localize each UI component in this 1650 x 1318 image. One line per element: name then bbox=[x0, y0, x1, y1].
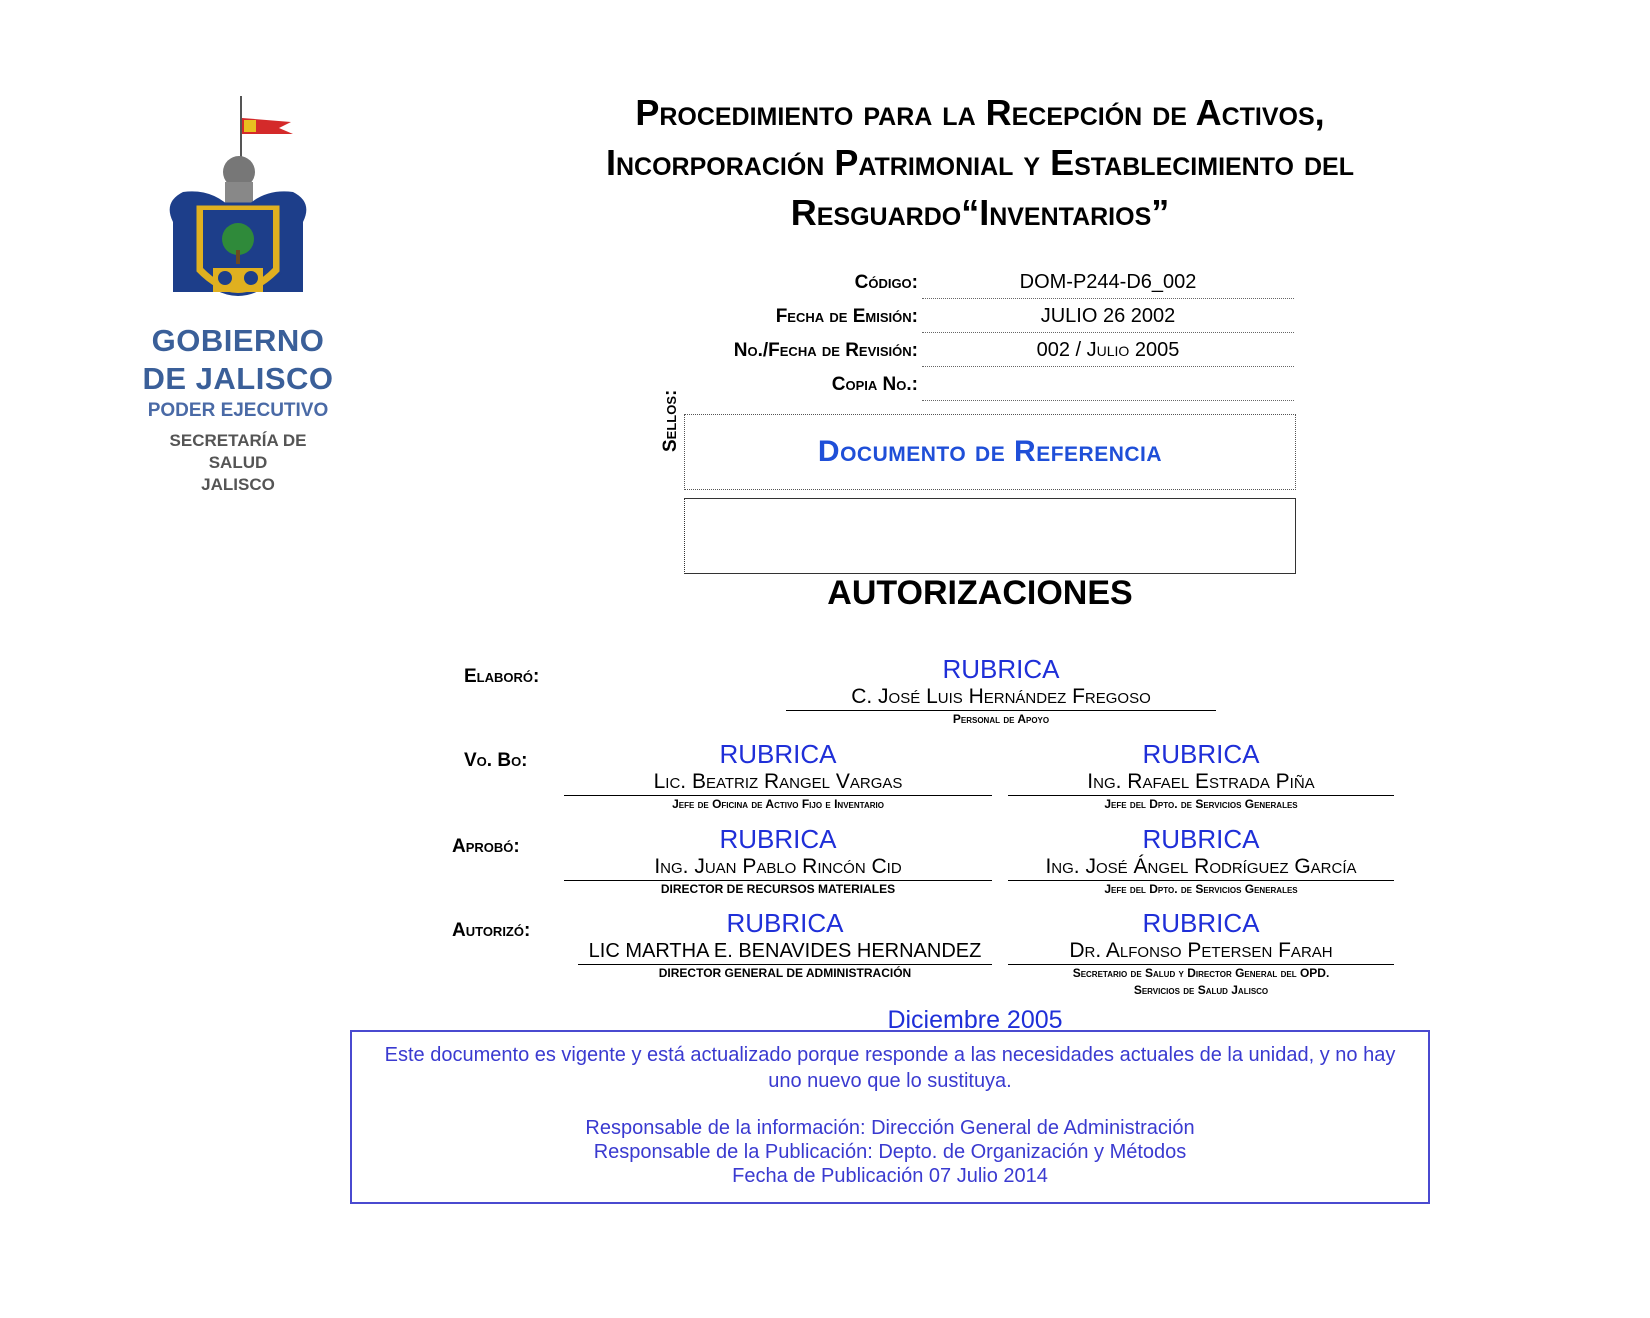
elaboro-name: C. José Luis Hernández Fregoso bbox=[786, 684, 1216, 711]
vobo-label: Vo. Bo: bbox=[464, 750, 528, 771]
title-line-1: Procedimiento para la Recepción de Activos, bbox=[635, 92, 1325, 133]
fecha-publicacion: Fecha de Publicación 07 Julio 2014 bbox=[732, 1165, 1048, 1187]
autorizo-right-role-2: Servicios de Salud Jalisco bbox=[1133, 983, 1269, 997]
jalisco-government-logo bbox=[138, 92, 338, 532]
vobo-right-signature bbox=[1008, 739, 1394, 813]
logo-text-gobierno: GOBIERNO bbox=[151, 323, 325, 358]
autorizo-right-rubrica: RUBRICA bbox=[1142, 908, 1260, 938]
document-date: Diciembre 2005 bbox=[887, 1006, 1063, 1034]
revision-row bbox=[620, 334, 1300, 368]
autorizaciones-heading: AUTORIZACIONES bbox=[827, 574, 1133, 612]
copia-label: Copia No.: bbox=[831, 374, 918, 395]
autorizo-label: Autorizó: bbox=[452, 920, 531, 941]
logo-text-jalisco: JALISCO bbox=[201, 475, 275, 494]
coat-of-arms-icon bbox=[153, 92, 323, 322]
autorizo-left-role: DIRECTOR GENERAL DE ADMINISTRACIÓN bbox=[658, 966, 912, 980]
autorizo-right-signature bbox=[1008, 908, 1394, 999]
autorizo-right-name: Dr. Alfonso Petersen Farah bbox=[1008, 938, 1394, 965]
elaboro-label: Elaboró: bbox=[464, 666, 540, 687]
emision-label: Fecha de Emisión: bbox=[775, 306, 918, 327]
revision-value: 002 / Julio 2005 bbox=[922, 334, 1294, 367]
aprobo-right-role: Jefe del Dpto. de Servicios Generales bbox=[1104, 882, 1298, 896]
autorizo-left-name: LIC MARTHA E. BENAVIDES HERNANDEZ bbox=[578, 938, 992, 965]
aprobo-right-signature bbox=[1008, 824, 1394, 898]
aprobo-right-rubrica: RUBRICA bbox=[1142, 824, 1260, 854]
vobo-left-name: Lic. Beatriz Rangel Vargas bbox=[564, 769, 992, 796]
aprobo-right-name: Ing. José Ángel Rodríguez García bbox=[1008, 854, 1394, 881]
responsable-informacion: Responsable de la información: Dirección General de Administración bbox=[585, 1117, 1195, 1139]
logo-text-poder-ejecutivo: PODER EJECUTIVO bbox=[147, 400, 329, 421]
title-line-2: Incorporación Patrimonial y Establecimiento del bbox=[605, 142, 1355, 183]
elaboro-rubrica: RUBRICA bbox=[942, 654, 1060, 684]
autorizo-left-signature bbox=[578, 908, 992, 982]
aprobo-left-role: DIRECTOR DE RECURSOS MATERIALES bbox=[660, 882, 896, 896]
copia-value bbox=[922, 368, 1294, 401]
logo-text-salud: SALUD bbox=[208, 453, 268, 472]
aprobo-left-signature bbox=[564, 824, 992, 898]
elaboro-role: Personal de Apoyo bbox=[952, 712, 1050, 726]
vobo-left-signature bbox=[564, 739, 992, 813]
document-title bbox=[450, 88, 1510, 238]
autorizo-left-rubrica: RUBRICA bbox=[726, 908, 844, 938]
emision-row bbox=[620, 300, 1300, 334]
vobo-right-name: Ing. Rafael Estrada Piña bbox=[1008, 769, 1394, 796]
vigencia-text: Este documento es vigente y está actualizado porque responde a las necesidades actuales de la unidad, y no hay uno nuevo que lo sustituya. bbox=[384, 1044, 1396, 1092]
elaboro-signature bbox=[786, 654, 1216, 728]
emision-value: JULIO 26 2002 bbox=[922, 300, 1294, 333]
logo-text-secretaria: SECRETARÍA DE bbox=[169, 431, 307, 450]
responsable-publicacion: Responsable de la Publicación: Depto. de Organización y Métodos bbox=[593, 1141, 1187, 1163]
aprobo-left-rubrica: RUBRICA bbox=[719, 824, 837, 854]
documento-referencia-stamp: Documento de Referencia bbox=[817, 435, 1163, 468]
aprobo-left-name: Ing. Juan Pablo Rincón Cid bbox=[564, 854, 992, 881]
title-line-3: Resguardo“Inventarios” bbox=[790, 192, 1170, 233]
aprobo-label: Aprobó: bbox=[452, 836, 520, 857]
responsables-block bbox=[352, 1116, 1428, 1188]
vobo-right-rubrica: RUBRICA bbox=[1142, 739, 1260, 769]
vobo-left-role: Jefe de Oficina de Activo Fijo e Inventario bbox=[672, 797, 884, 811]
vobo-right-role: Jefe del Dpto. de Servicios Generales bbox=[1104, 797, 1298, 811]
stamp-box bbox=[684, 414, 1296, 490]
logo-text-de-jalisco: DE JALISCO bbox=[142, 361, 334, 396]
copia-row bbox=[620, 368, 1300, 402]
codigo-row bbox=[620, 266, 1300, 300]
sellos-label: Sellos: bbox=[660, 389, 681, 452]
revision-label: No./Fecha de Revisión: bbox=[733, 340, 918, 361]
vobo-left-rubrica: RUBRICA bbox=[719, 739, 837, 769]
codigo-label: Código: bbox=[854, 272, 918, 293]
codigo-value: DOM-P244-D6_002 bbox=[922, 266, 1294, 299]
autorizo-right-role-1: Secretario de Salud y Director General del OPD. bbox=[1072, 966, 1330, 980]
empty-stamp-box bbox=[684, 498, 1296, 574]
vigencia-note-box bbox=[350, 1030, 1430, 1204]
